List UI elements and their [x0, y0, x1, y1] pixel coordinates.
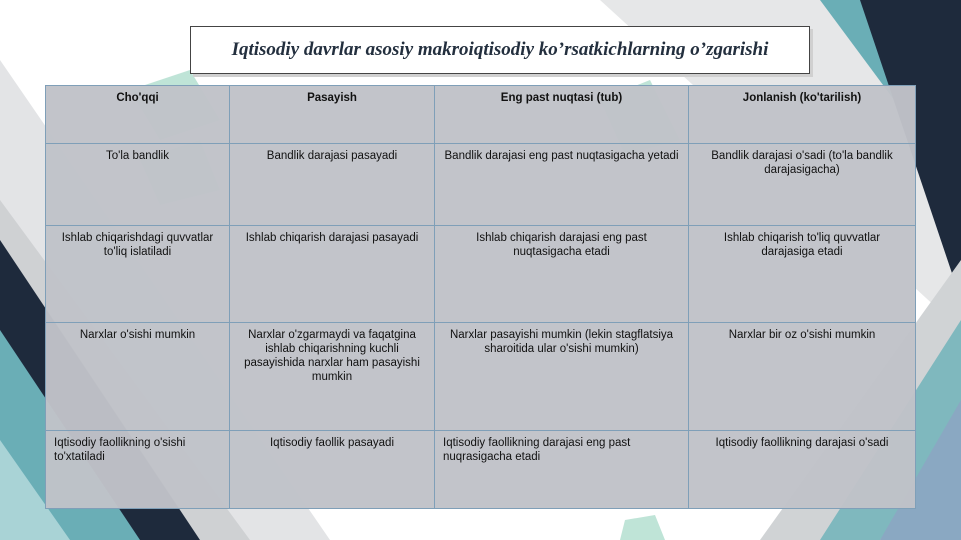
header-cell: Pasayish — [230, 86, 435, 144]
table-cell: Bandlik darajasi eng past nuqtasigacha yetadi — [435, 144, 689, 226]
slide-title: Iqtisodiy davrlar asosiy makroiqtisodiy ko’rsatkichlarning o’zgarishi — [231, 39, 769, 60]
table-cell: Iqtisodiy faollik pasayadi — [230, 431, 435, 509]
table-row — [46, 144, 916, 226]
comparison-table — [45, 85, 916, 509]
table-row — [46, 431, 916, 509]
table-cell: Narxlar bir oz o'sishi mumkin — [689, 323, 916, 431]
table-cell: Iqtisodiy faollikning darajasi o'sadi — [689, 431, 916, 509]
table-row — [46, 226, 916, 323]
table-cell: Ishlab chiqarishdagi quvvatlar to'liq islatiladi — [46, 226, 230, 323]
title-box — [190, 26, 810, 74]
table-cell: To'la bandlik — [46, 144, 230, 226]
header-cell: Jonlanish (ko'tarilish) — [689, 86, 916, 144]
table-cell: Narxlar pasayishi mumkin (lekin stagflatsiya sharoitida ular o'sishi mumkin) — [435, 323, 689, 431]
table-cell: Bandlik darajasi o'sadi (to'la bandlik darajasigacha) — [689, 144, 916, 226]
header-cell: Cho'qqi — [46, 86, 230, 144]
table-cell: Narxlar o'sishi mumkin — [46, 323, 230, 431]
table-cell: Ishlab chiqarish darajasi pasayadi — [230, 226, 435, 323]
table-cell: Iqtisodiy faollikning o'sishi to'xtatiladi — [46, 431, 230, 509]
table-cell: Ishlab chiqarish to'liq quvvatlar darajasiga etadi — [689, 226, 916, 323]
table-cell: Narxlar o'zgarmaydi va faqatgina ishlab chiqarishning kuchli pasayishida narxlar ham pasayishi mumkin — [230, 323, 435, 431]
table-cell: Bandlik darajasi pasayadi — [230, 144, 435, 226]
table-cell: Ishlab chiqarish darajasi eng past nuqtasigacha etadi — [435, 226, 689, 323]
table-header-row — [46, 86, 916, 144]
table-cell: Iqtisodiy faollikning darajasi eng past nuqrasigacha etadi — [435, 431, 689, 509]
table-row — [46, 323, 916, 431]
header-cell: Eng past nuqtasi (tub) — [435, 86, 689, 144]
